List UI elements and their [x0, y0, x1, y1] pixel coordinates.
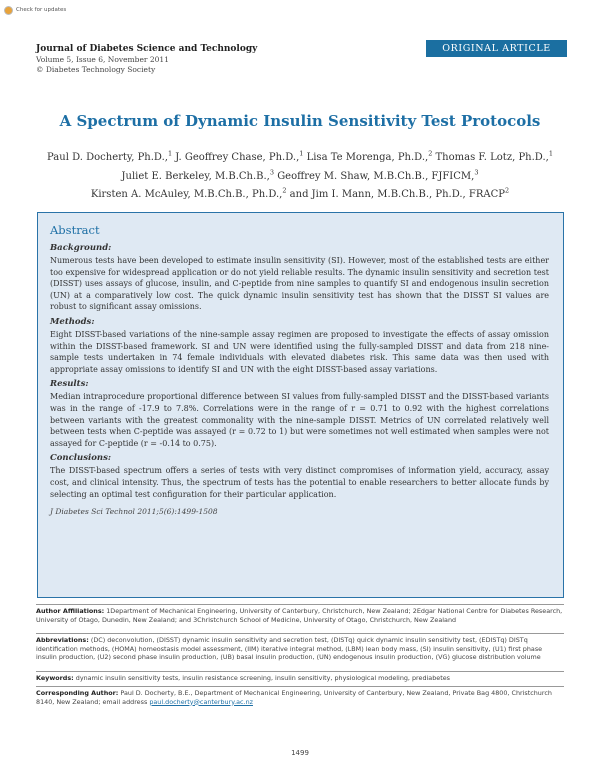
- conclusions-text: The DISST-based spectrum offers a series of tests with very distinct compromises of information yield, accuracy, assay cost, and clinical intensity. Thus, the spectrum of tests has the potential to enable researchers to better allocate funds by selecting an optimal test configuration for their particular application.: [50, 466, 549, 499]
- corresponding-author: Corresponding Author: Paul D. Docherty, B.E., Department of Mechanical Engineering, University of Canterbury, New Zealand, Private Bag 4800, Christchurch 8140, New Zealand; email address paul.docherty@canterbury.ac.nz: [36, 689, 552, 706]
- citation: J Diabetes Sci Technol 2011;5(6):1499-1508: [50, 507, 218, 517]
- author: Paul D. Docherty, Ph.D.,$^1$: [47, 150, 173, 164]
- journal-copyright: © Diabetes Technology Society: [36, 65, 156, 74]
- check-for-updates-badge[interactable]: [4, 4, 74, 16]
- keywords: Keywords: dynamic insulin sensitivity tests, insulin resistance screening, insulin sensitivity, physiological modeling, prediabetes: [36, 674, 450, 682]
- methods-label: Methods:: [50, 316, 95, 327]
- author: J. Geoffrey Chase, Ph.D.,$^1$: [175, 150, 304, 164]
- author: Thomas F. Lotz, Ph.D.,$^1$: [435, 150, 553, 164]
- journal-volume: Volume 5, Issue 6, November 2011: [36, 55, 169, 64]
- background-label: Background:: [50, 243, 112, 253]
- abstract-box: [37, 212, 564, 598]
- methods-text: Eight DISST-based variations of the nine-sample assay regimen are proposed to investigate the effects of assay omission within the DISST-based framework. SI and UN were identified using the fully-sampled DISST and data from 218 nine-sample tests undertaken in 74 female individuals with elevated diabetes risk. This same data was then used with appropriate assay omissions to identify SI and UN with the eight DISST-based assay variations.: [50, 329, 549, 374]
- author-affiliations: Author Affiliations: 1Department of Mechanical Engineering, University of Canterbury, Christchurch, New Zealand; 2Edgar National Centre for Diabetes Research, University of Otago, Dunedin, New Zealand; and 3Christchurch School of Medicine, University of Otago, Christchurch, New Zealand: [36, 607, 563, 624]
- author: Juliet E. Berkeley, M.B.Ch.B.,$^3$: [121, 168, 274, 182]
- divider: [36, 633, 564, 634]
- paper-title: A Spectrum of Dynamic Insulin Sensitivity Test Protocols: [59, 112, 541, 130]
- results-label: Results:: [50, 379, 89, 390]
- abstract-heading: Abstract: [50, 223, 100, 237]
- background-text: Numerous tests have been developed to estimate insulin sensitivity (SI). However, most of the established tests are either too expensive for widespread application or do not yield reliable results. The dynamic insulin sensitivity and secretion test (DISST) uses assays of glucose, insulin, and C-peptide from nine samples to quantify SI and endogenous insulin secretion (UN) at a comparatively low cost. The quick dynamic insulin sensitivity test has shown that the DISST SI values are robust to significant assay omissions.: [50, 256, 549, 312]
- divider: [36, 671, 564, 672]
- divider: [36, 604, 564, 605]
- author: Kirsten A. McAuley, M.B.Ch.B., Ph.D.,$^2$: [90, 186, 287, 200]
- results-text: Median intraprocedure proportional difference between SI values from fully-sampled DISST and the DISST-based variants was in the range of -17.9 to 7.8%. Correlations were in the range of r = 0.71 to 0.92 with the highest correlations between variants with the greatest commonality with the nine-sample DISST. Metrics of UN correlated relatively well between tests when C-peptide was assayed (r = 0.72 to 1) but were sometimes not well estimated when samples were not assayed for C-peptide (r = -0.14 to 0.75).: [50, 392, 549, 448]
- author: Lisa Te Morenga, Ph.D.,$^2$: [306, 150, 433, 164]
- journal-name: Journal of Diabetes Science and Technology: [36, 44, 258, 54]
- article-type-label: ORIGINAL ARTICLE: [426, 40, 567, 57]
- abbreviations: Abbreviations: (DC) deconvolution, (DISST) dynamic insulin sensitivity and secretion test, (DISTq) quick dynamic insulin sensitivity test, (EDISTq) DISTq identification methods, (HOMA) homeostasis model assessment, (IIM) iterative integral method, (LBM) lean body mass, (SI) insulin sensitivity, (U1) first phase insulin production, (U2) second phase insulin production, (UB) basal insulin production, (UN) endogenous insulin production, (VG) glucose distribution volume: [36, 636, 543, 661]
- author-list: [20, 147, 580, 202]
- author: Geoffrey M. Shaw, M.B.Ch.B., FJFICM,$^3$: [277, 168, 479, 182]
- page-number: 1499: [291, 749, 309, 757]
- journal-header: [36, 43, 336, 75]
- divider: [36, 686, 564, 687]
- update-icon: [4, 6, 13, 15]
- email-link[interactable]: paul.docherty@canterbury.ac.nz: [149, 697, 253, 706]
- conclusions-label: Conclusions:: [50, 453, 111, 464]
- author: and Jim I. Mann, M.B.Ch.B., Ph.D., FRACP$^2$: [289, 186, 510, 200]
- badge-label: Check for updates: [16, 7, 67, 13]
